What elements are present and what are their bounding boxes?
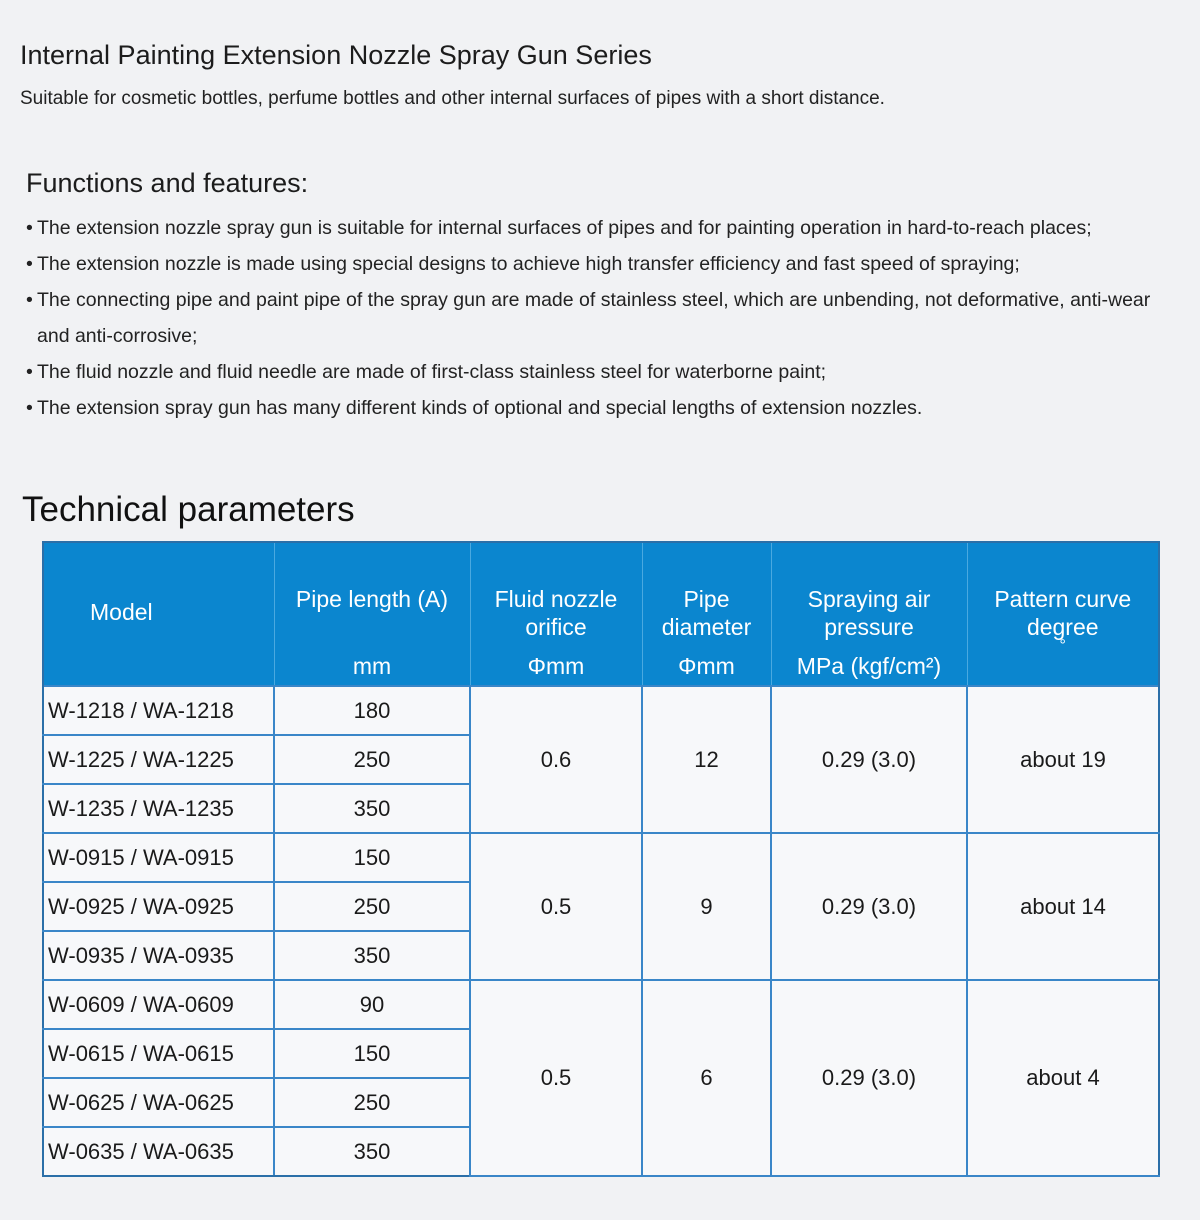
model-cell: W-0635 / WA-0635 (43, 1127, 274, 1176)
column-header-label: Model (90, 599, 153, 625)
model-cell: W-0925 / WA-0925 (43, 882, 274, 931)
model-cell: W-1225 / WA-1225 (43, 735, 274, 784)
page-title: Internal Painting Extension Nozzle Spray Gun Series (20, 40, 652, 70)
column-header-unit: mm (352, 653, 392, 679)
technical-heading: Technical parameters (22, 490, 355, 529)
feature-item: • The extension nozzle is made using special designs to achieve high transfer efficiency and fast speed of spraying; (26, 246, 1176, 282)
pipe-length-cell: 250 (274, 1078, 470, 1127)
air-pressure-cell: 0.29 (3.0) (771, 833, 967, 980)
pipe-length-cell: 180 (274, 686, 470, 735)
column-header-label: Pipe diameter (661, 586, 752, 640)
features-heading: Functions and features: (26, 168, 309, 198)
column-header-model (43, 542, 274, 686)
model-cell: W-0935 / WA-0935 (43, 931, 274, 980)
pipe-length-cell: 150 (274, 1029, 470, 1078)
column-header-pipe-diameter (642, 542, 771, 686)
column-header-label: Pattern curve degree (994, 586, 1132, 640)
feature-item: • The connecting pipe and paint pipe of the spray gun are made of stainless steel, which are unbending, not deformative, anti-wear and anti-corrosive; (26, 282, 1176, 354)
table-row (43, 833, 1159, 882)
pipe-diameter-cell: 6 (642, 980, 771, 1176)
pattern-degree-cell: about 4 (967, 980, 1159, 1176)
pipe-diameter-cell: 12 (642, 686, 771, 833)
column-header-label: Spraying air pressure (807, 586, 931, 640)
model-cell: W-0609 / WA-0609 (43, 980, 274, 1029)
pipe-length-cell: 350 (274, 931, 470, 980)
column-header-unit: MPa (kgf/cm²) (796, 653, 942, 679)
model-cell: W-0915 / WA-0915 (43, 833, 274, 882)
column-header-label: Pipe length (A) (295, 586, 449, 612)
column-header-unit: Φmm (527, 653, 585, 679)
nozzle-orifice-cell: 0.6 (470, 686, 642, 833)
feature-item: • The extension spray gun has many different kinds of optional and special lengths of extension nozzles. (26, 390, 1176, 426)
nozzle-orifice-cell: 0.5 (470, 980, 642, 1176)
feature-item: • The fluid nozzle and fluid needle are made of first-class stainless steel for waterborne paint; (26, 354, 1176, 390)
model-cell: W-1218 / WA-1218 (43, 686, 274, 735)
column-header-unit: Φmm (678, 653, 735, 679)
feature-item: • The extension nozzle spray gun is suitable for internal surfaces of pipes and for painting operation in hard-to-reach places; (26, 210, 1176, 246)
column-header-unit: ° (1059, 637, 1066, 654)
column-header-nozzle-orifice (470, 542, 642, 686)
features-list (26, 210, 1176, 426)
spec-table (42, 541, 1160, 1177)
table-row (43, 980, 1159, 1029)
air-pressure-cell: 0.29 (3.0) (771, 980, 967, 1176)
model-cell: W-0625 / WA-0625 (43, 1078, 274, 1127)
page-subtitle: Suitable for cosmetic bottles, perfume bottles and other internal surfaces of pipes with a short distance. (20, 88, 885, 109)
table-row (43, 686, 1159, 735)
air-pressure-cell: 0.29 (3.0) (771, 686, 967, 833)
spec-table-header (43, 542, 1159, 686)
column-header-air-pressure (771, 542, 967, 686)
column-header-pipe-length (274, 542, 470, 686)
spec-table-body (43, 686, 1159, 1176)
pipe-length-cell: 90 (274, 980, 470, 1029)
pipe-length-cell: 250 (274, 882, 470, 931)
model-cell: W-0615 / WA-0615 (43, 1029, 274, 1078)
pattern-degree-cell: about 19 (967, 686, 1159, 833)
pipe-length-cell: 350 (274, 784, 470, 833)
column-header-label: Fluid nozzle orifice (494, 586, 618, 640)
nozzle-orifice-cell: 0.5 (470, 833, 642, 980)
pipe-length-cell: 150 (274, 833, 470, 882)
pattern-degree-cell: about 14 (967, 833, 1159, 980)
pipe-length-cell: 250 (274, 735, 470, 784)
column-header-pattern-degree (967, 542, 1159, 686)
model-cell: W-1235 / WA-1235 (43, 784, 274, 833)
pipe-length-cell: 350 (274, 1127, 470, 1176)
pipe-diameter-cell: 9 (642, 833, 771, 980)
